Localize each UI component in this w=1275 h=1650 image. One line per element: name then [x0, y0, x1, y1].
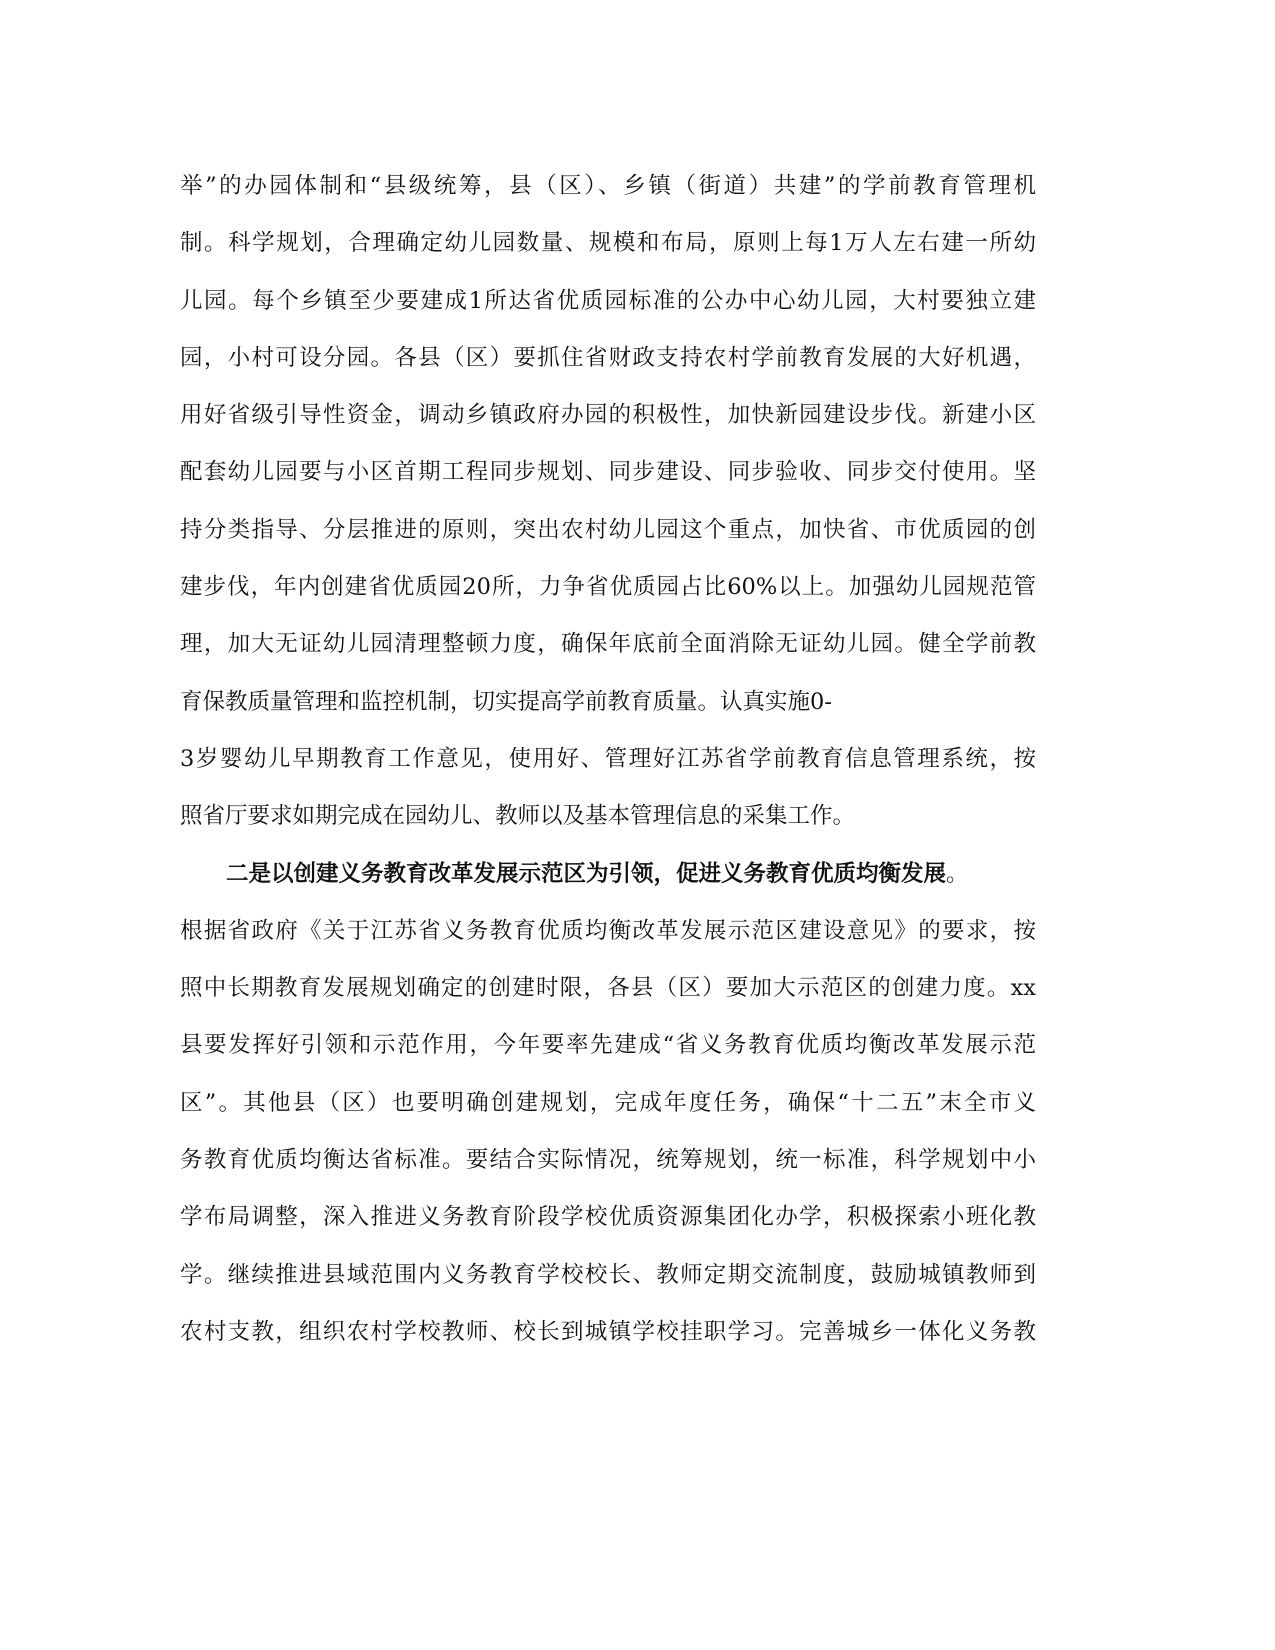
text-line: 育保教质量管理和监控机制，切实提高学前教育质量。认真实施0-	[180, 688, 832, 715]
text-line: 配套幼儿园要与小区首期工程同步规划、同步建设、同步验收、同步交付使用。坚	[180, 459, 1036, 486]
text-line: 3岁婴幼儿早期教育工作意见，使用好、管理好江苏省学前教育信息管理系统，按	[180, 745, 1036, 772]
text-line: 区”。其他县（区）也要明确创建规划，完成年度任务，确保“十二五”末全市义	[180, 1089, 1036, 1116]
paragraph-preschool-education	[180, 158, 1036, 846]
text-line: 根据省政府《关于江苏省义务教育优质均衡改革发展示范区建设意见》的要求，按	[180, 917, 1036, 944]
text-line: 县要发挥好引领和示范作用，今年要率先建成“省义务教育优质均衡改革发展示范	[180, 1032, 1036, 1059]
text-line: 务教育优质均衡达省标准。要结合实际情况，统筹规划，统一标准，科学规划中小	[180, 1147, 1036, 1174]
text-line: 照省厅要求如期完成在园幼儿、教师以及基本管理信息的采集工作。	[180, 803, 856, 830]
text-line: 儿园。每个乡镇至少要建成1所达省优质园标准的公办中心幼儿园，大村要独立建	[180, 287, 1036, 314]
text-line: 理，加大无证幼儿园清理整顿力度，确保年底前全面消除无证幼儿园。健全学前教	[180, 631, 1036, 658]
text-line: 用好省级引导性资金，调动乡镇政府办园的积极性，加快新园建设步伐。新建小区	[180, 402, 1036, 429]
text-line: 持分类指导、分层推进的原则，突出农村幼儿园这个重点，加快省、市优质园的创	[180, 516, 1036, 543]
section-heading-punctuation: 。	[946, 860, 969, 887]
document-page	[180, 158, 1036, 1361]
text-line: 学。继续推进县域范围内义务教育学校校长、教师定期交流制度，鼓励城镇教师到	[180, 1261, 1036, 1288]
text-line: 照中长期教育发展规划确定的创建时限，各县（区）要加大示范区的创建力度。xx	[180, 975, 1036, 1002]
section-heading-text: 二是以创建义务教育改革发展示范区为引领，促进义务教育优质均衡发展	[226, 860, 947, 887]
text-line: 学布局调整，深入推进义务教育阶段学校优质资源集团化办学，积极探索小班化教	[180, 1204, 1036, 1231]
section-heading	[180, 846, 1036, 903]
text-line: 农村支教，组织农村学校教师、校长到城镇学校挂职学习。完善城乡一体化义务教	[180, 1318, 1036, 1345]
text-line: 建步伐，年内创建省优质园20所，力争省优质园占比60%以上。加强幼儿园规范管	[180, 574, 1036, 601]
text-line: 园，小村可设分园。各县（区）要抓住省财政支持农村学前教育发展的大好机遇，	[180, 344, 1036, 371]
text-line: 举”的办园体制和“县级统筹，县（区）、乡镇（街道）共建”的学前教育管理机	[180, 173, 1036, 199]
paragraph-compulsory-education	[180, 903, 1036, 1361]
text-line: 制。科学规划，合理确定幼儿园数量、规模和布局，原则上每1万人左右建一所幼	[180, 230, 1036, 257]
